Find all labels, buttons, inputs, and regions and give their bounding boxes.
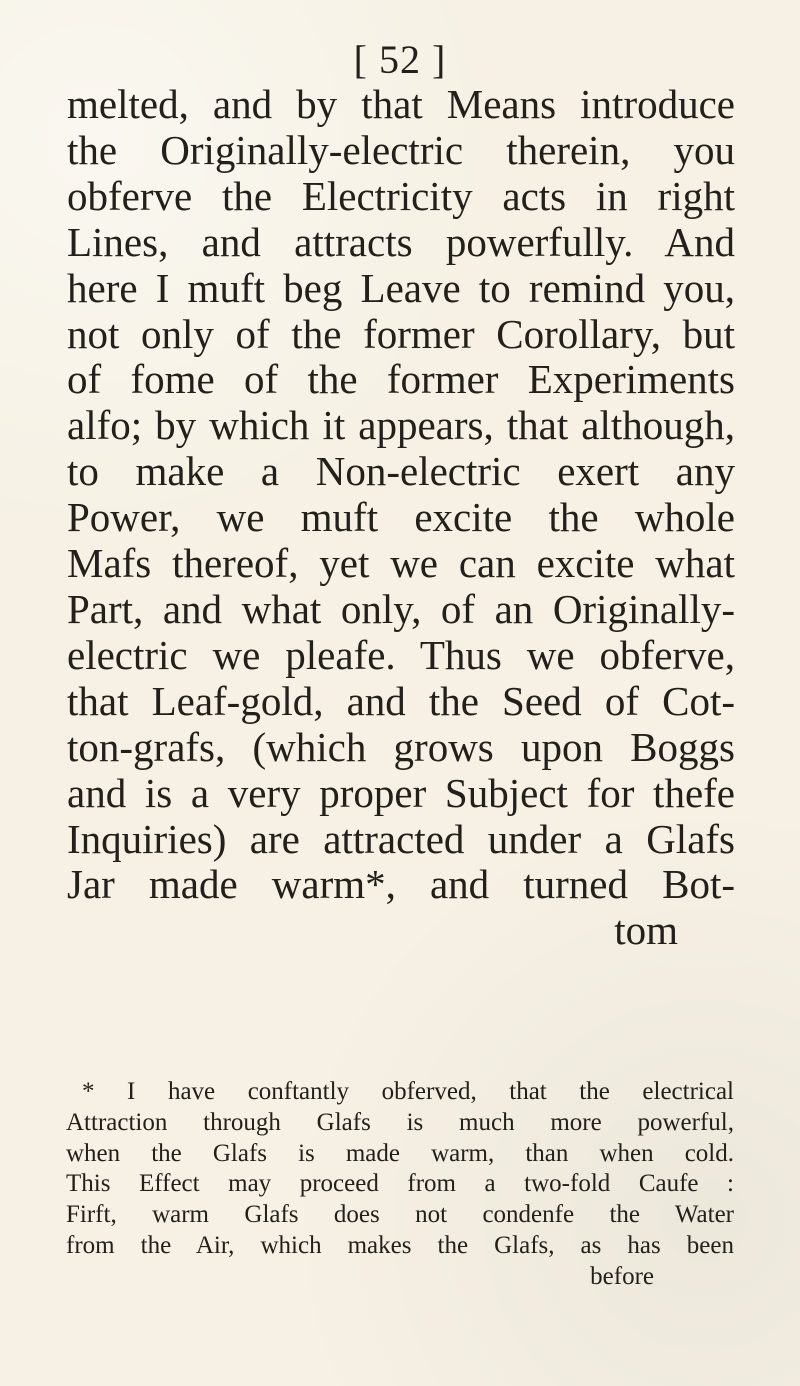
body-line: alfo; by which it appears, that although, (67, 402, 735, 449)
body-line: the Originally-electric therein, you (67, 126, 735, 173)
main-text (67, 82, 735, 954)
footnote-line: Firft, warm Glafs does not condenfe the Water (66, 1201, 734, 1229)
catchword: tom (614, 907, 678, 954)
footnote (66, 1077, 734, 1293)
footnote-catchword: before (590, 1262, 654, 1290)
body-line: Mafs thereof, yet we can excite what (67, 540, 735, 587)
body-line: Part, and what only, of an Originally- (67, 585, 735, 632)
footnote-line: when the Glafs is made warm, than when cold. (66, 1139, 734, 1167)
body-line: here I muft beg Leave to remind you, (67, 264, 735, 311)
body-line: Inquiries) are attracted under a Glafs (67, 815, 735, 862)
body-line: of fome of the former Experiments (67, 356, 735, 403)
body-line: not only of the former Corollary, but (67, 310, 735, 357)
body-line: to make a Non-electric exert any (67, 448, 735, 495)
body-line: electric we pleafe. Thus we obferve, (67, 631, 735, 678)
footnote-line: Attraction through Glafs is much more powerful, (66, 1108, 734, 1136)
body-line: Power, we muft excite the whole (67, 494, 735, 541)
page-number: [ 52 ] (353, 37, 447, 82)
body-line: melted, and by that Means introduce (67, 81, 735, 127)
footnote-line: * I have conftantly obferved, that the electrical (82, 1078, 734, 1105)
body-line: Lines, and attracts powerfully. And (67, 218, 735, 265)
body-line: ton-grafs, (which grows upon Boggs (67, 723, 735, 770)
body-line: Jar made warm*, and turned Bot- (67, 861, 735, 908)
body-line: obferve the Electricity acts in right (67, 172, 735, 219)
footnote-line: This Effect may proceed from a two-fold Caufe : (66, 1170, 734, 1198)
footnote-line: from the Air, which makes the Glafs, as has been (66, 1231, 734, 1259)
body-line: that Leaf-gold, and the Seed of Cot- (67, 677, 735, 724)
body-line: and is a very proper Subject for thefe (67, 769, 735, 816)
